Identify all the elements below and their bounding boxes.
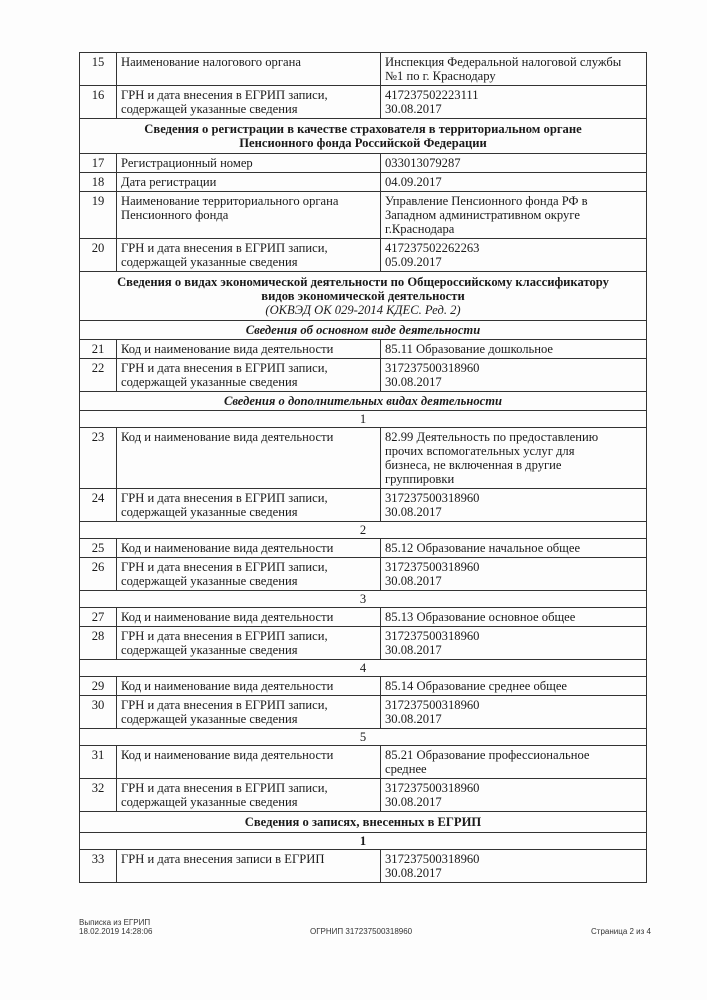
table-row <box>80 627 647 660</box>
section-title: Сведения о записях, внесенных в ЕГРИП <box>80 812 647 833</box>
value-line: г.Краснодара <box>385 222 455 236</box>
row-label <box>117 779 381 812</box>
table-row <box>80 239 647 272</box>
group-number-row <box>80 411 647 428</box>
value-line: 317237500318960 <box>385 698 480 712</box>
section-header <box>80 119 647 154</box>
value-line: 317237500318960 <box>385 629 480 643</box>
row-value <box>381 746 647 779</box>
row-value <box>381 779 647 812</box>
table-row <box>80 428 647 489</box>
footer-page-number: Страница 2 из 4 <box>591 927 651 936</box>
value-line: 317237500318960 <box>385 781 480 795</box>
row-value <box>381 558 647 591</box>
row-number: 23 <box>80 428 117 489</box>
table-row <box>80 696 647 729</box>
row-number: 21 <box>80 340 117 359</box>
group-number-row <box>80 660 647 677</box>
table-row <box>80 192 647 239</box>
row-value <box>381 239 647 272</box>
value-line: Управление Пенсионного фонда РФ в <box>385 194 588 208</box>
row-number: 19 <box>80 192 117 239</box>
row-value: 85.12 Образование начальное общее <box>381 539 647 558</box>
value-line: 317237500318960 <box>385 560 480 574</box>
label-line: ГРН и дата внесения в ЕГРИП записи, <box>121 698 328 712</box>
table-row <box>80 86 647 119</box>
row-label: Код и наименование вида деятельности <box>117 428 381 489</box>
value-line: Инспекция Федеральной налоговой службы <box>385 55 622 69</box>
group-number: 4 <box>80 660 647 677</box>
table-row <box>80 359 647 392</box>
row-number: 31 <box>80 746 117 779</box>
row-number: 17 <box>80 154 117 173</box>
row-label: ГРН и дата внесения записи в ЕГРИП <box>117 850 381 883</box>
egrip-table <box>79 52 647 883</box>
label-line: содержащей указанные сведения <box>121 375 298 389</box>
section-title <box>80 272 647 321</box>
footer-timestamp: 18.02.2019 14:28:06 <box>79 927 153 936</box>
row-label: Код и наименование вида деятельности <box>117 608 381 627</box>
value-line: 30.08.2017 <box>385 574 442 588</box>
row-number: 24 <box>80 489 117 522</box>
value-line: 417237502262263 <box>385 241 480 255</box>
group-number-row <box>80 729 647 746</box>
section-header <box>80 272 647 321</box>
table-row <box>80 558 647 591</box>
group-number: 5 <box>80 729 647 746</box>
row-value <box>381 627 647 660</box>
row-label: Регистрационный номер <box>117 154 381 173</box>
value-line: №1 по г. Краснодару <box>385 69 496 83</box>
row-label <box>117 489 381 522</box>
value-line: бизнеса, не включенная в другие <box>385 458 562 472</box>
table-row <box>80 154 647 173</box>
section-title-line: Сведения о видах экономической деятельности по Общероссийскому классификатору <box>117 275 609 289</box>
row-label: Код и наименование вида деятельности <box>117 746 381 779</box>
row-number: 20 <box>80 239 117 272</box>
subsection-title: Сведения об основном виде деятельности <box>80 321 647 340</box>
row-value <box>381 696 647 729</box>
label-line: ГРН и дата внесения в ЕГРИП записи, <box>121 781 328 795</box>
row-number: 30 <box>80 696 117 729</box>
label-line: содержащей указанные сведения <box>121 712 298 726</box>
table-row <box>80 608 647 627</box>
section-title-line: Сведения о регистрации в качестве страхователя в территориальном органе <box>144 122 582 136</box>
row-label: Наименование налогового органа <box>117 53 381 86</box>
subsection-title: Сведения о дополнительных видах деятельности <box>80 392 647 411</box>
value-line: 317237500318960 <box>385 491 480 505</box>
value-line: 85.21 Образование профессиональное <box>385 748 590 762</box>
label-line: ГРН и дата внесения в ЕГРИП записи, <box>121 241 328 255</box>
value-line: 317237500318960 <box>385 852 480 866</box>
value-line: 82.99 Деятельность по предоставлению <box>385 430 599 444</box>
table-row <box>80 779 647 812</box>
table-row <box>80 850 647 883</box>
value-line: среднее <box>385 762 427 776</box>
table-row <box>80 677 647 696</box>
row-number: 33 <box>80 850 117 883</box>
row-value <box>381 489 647 522</box>
row-value <box>381 53 647 86</box>
label-line: ГРН и дата внесения в ЕГРИП записи, <box>121 491 328 505</box>
label-line: Пенсионного фонда <box>121 208 229 222</box>
row-number: 27 <box>80 608 117 627</box>
label-line: содержащей указанные сведения <box>121 505 298 519</box>
label-line: содержащей указанные сведения <box>121 102 298 116</box>
row-value <box>381 86 647 119</box>
footer-ogrnip: ОГРНИП 317237500318960 <box>310 927 413 936</box>
group-number-row <box>80 833 647 850</box>
row-value <box>381 428 647 489</box>
value-line: 30.08.2017 <box>385 505 442 519</box>
row-number: 29 <box>80 677 117 696</box>
row-value: 85.14 Образование среднее общее <box>381 677 647 696</box>
table-row <box>80 539 647 558</box>
label-line: ГРН и дата внесения в ЕГРИП записи, <box>121 361 328 375</box>
group-number-row <box>80 591 647 608</box>
table-row <box>80 746 647 779</box>
row-label <box>117 239 381 272</box>
group-number-row <box>80 522 647 539</box>
group-number: 2 <box>80 522 647 539</box>
value-line: 30.08.2017 <box>385 795 442 809</box>
label-line: содержащей указанные сведения <box>121 255 298 269</box>
row-number: 32 <box>80 779 117 812</box>
value-line: 30.08.2017 <box>385 643 442 657</box>
section-title-line: (ОКВЭД ОК 029-2014 КДЕС. Ред. 2) <box>265 303 461 317</box>
row-value: 04.09.2017 <box>381 173 647 192</box>
row-label: Код и наименование вида деятельности <box>117 340 381 359</box>
row-label <box>117 86 381 119</box>
row-value <box>381 192 647 239</box>
group-number: 1 <box>80 411 647 428</box>
row-number: 15 <box>80 53 117 86</box>
row-value: 85.13 Образование основное общее <box>381 608 647 627</box>
row-number: 25 <box>80 539 117 558</box>
row-value <box>381 359 647 392</box>
label-line: содержащей указанные сведения <box>121 795 298 809</box>
row-number: 22 <box>80 359 117 392</box>
row-value: 85.11 Образование дошкольное <box>381 340 647 359</box>
subsection-header <box>80 392 647 411</box>
row-value <box>381 850 647 883</box>
label-line: ГРН и дата внесения в ЕГРИП записи, <box>121 629 328 643</box>
section-header <box>80 812 647 833</box>
row-label: Код и наименование вида деятельности <box>117 677 381 696</box>
value-line: 317237500318960 <box>385 361 480 375</box>
section-title-line: Пенсионного фонда Российской Федерации <box>239 136 487 150</box>
value-line: 30.08.2017 <box>385 375 442 389</box>
row-label <box>117 558 381 591</box>
value-line: 417237502223111 <box>385 88 479 102</box>
value-line: 05.09.2017 <box>385 255 442 269</box>
value-line: Западном административном округе <box>385 208 580 222</box>
row-value: 033013079287 <box>381 154 647 173</box>
row-label <box>117 696 381 729</box>
footer-doc-title: Выписка из ЕГРИП <box>79 918 151 927</box>
label-line: ГРН и дата внесения в ЕГРИП записи, <box>121 560 328 574</box>
section-title-line: видов экономической деятельности <box>261 289 465 303</box>
row-label: Код и наименование вида деятельности <box>117 539 381 558</box>
table-row <box>80 53 647 86</box>
row-label <box>117 359 381 392</box>
row-number: 26 <box>80 558 117 591</box>
row-number: 18 <box>80 173 117 192</box>
label-line: содержащей указанные сведения <box>121 643 298 657</box>
footer-doc-info <box>79 918 152 936</box>
label-line: Наименование территориального органа <box>121 194 339 208</box>
table-row <box>80 340 647 359</box>
label-line: ГРН и дата внесения в ЕГРИП записи, <box>121 88 328 102</box>
table-row <box>80 489 647 522</box>
value-line: 30.08.2017 <box>385 102 442 116</box>
value-line: 30.08.2017 <box>385 866 442 880</box>
row-label: Дата регистрации <box>117 173 381 192</box>
row-number: 16 <box>80 86 117 119</box>
subsection-header <box>80 321 647 340</box>
row-number: 28 <box>80 627 117 660</box>
value-line: прочих вспомогательных услуг для <box>385 444 575 458</box>
table-row <box>80 173 647 192</box>
group-number: 1 <box>80 833 647 850</box>
row-label <box>117 192 381 239</box>
label-line: содержащей указанные сведения <box>121 574 298 588</box>
section-title <box>80 119 647 154</box>
row-label <box>117 627 381 660</box>
value-line: 30.08.2017 <box>385 712 442 726</box>
group-number: 3 <box>80 591 647 608</box>
value-line: группировки <box>385 472 455 486</box>
